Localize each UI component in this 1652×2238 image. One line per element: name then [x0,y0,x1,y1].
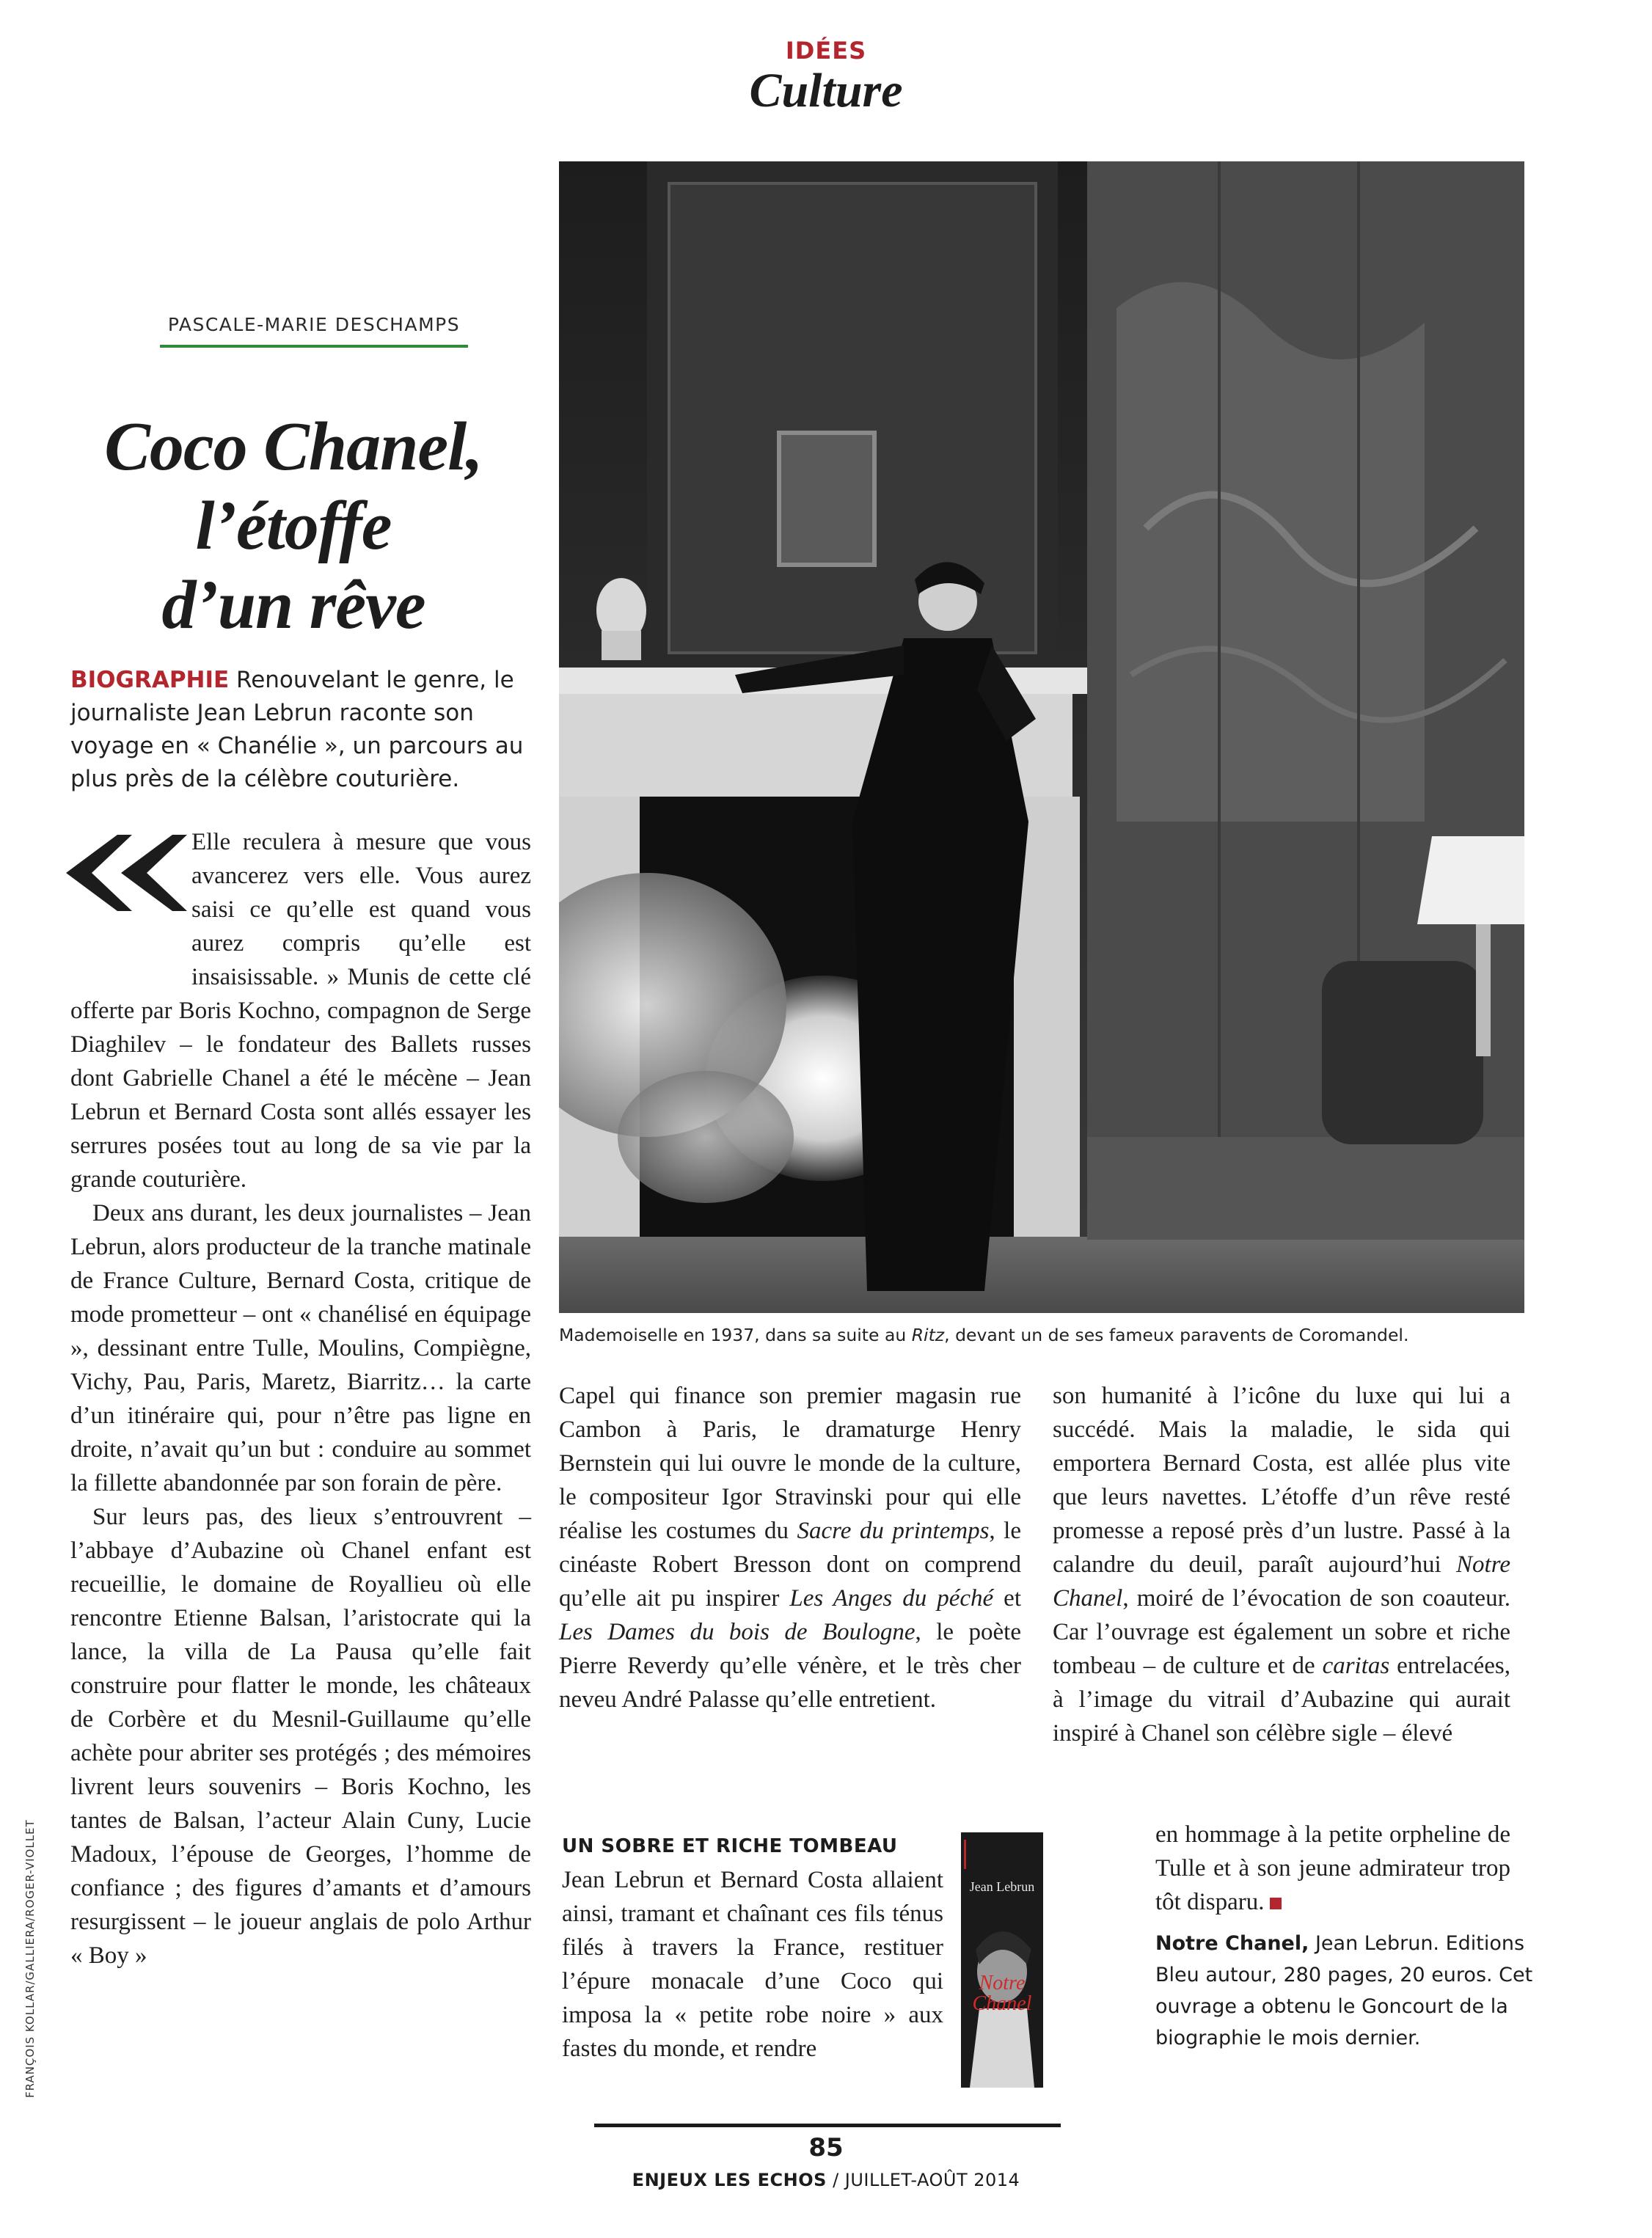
publication-name: ENJEUX LES ECHOS [632,2170,827,2190]
publication-date: / JUILLET-AOÛT 2014 [826,2170,1020,2190]
headline-line-1: Coco Chanel, [104,409,483,485]
article-photo [559,161,1524,1313]
lede-kicker: BIOGRAPHIE [70,667,230,693]
photo-credit: FRANÇOIS KOLLAR/GALLIERA/ROGER-VIOLLET [23,1819,37,2098]
book-info [1155,1928,1566,2054]
lede [70,664,525,796]
article-column-3 [1053,1379,1510,1750]
caption-italic: Ritz [911,1325,945,1345]
book-info-details: Jean Lebrun. Editions Bleu autour, 280 pages, 20 euros. Cet ouvrage a obtenu le Goncourt de la biographie le mois dernier. [1155,1932,1533,2049]
caption-text-1: Mademoiselle en 1937, dans sa suite au [559,1325,912,1345]
col2-paragraph-2: Jean Lebrun et Bernard Costa allaient ainsi, tramant et chaînant ces fils ténus filés à travers la France, restituer l’épure monacale d’une Coco qui imposa la « petite robe noire » aux fastes du monde, et rendre [562,1867,943,2062]
headline-line-2: l’étoffe [195,488,392,564]
col2-paragraph-1: Capel qui finance son premier magasin rue Cambon à Paris, le dramaturge Henry Bernstein qui lui ouvre le monde de la culture, le compositeur Igor Stravinski pour qui elle réalise les costumes du Sacre du printemps, le cinéaste Robert Bresson dont on comprend qu’elle ait pu inspirer Les Anges du péché et Les Dames du bois de Boulogne, le poète Pierre Reverdy qu’elle vénère, et le très cher neveu André Palasse qu’elle entretient. [559,1383,1021,1713]
headline [73,407,513,645]
col1-paragraph-2: Deux ans durant, les deux journalistes – Jean Lebrun, alors producteur de la tranche matinale de France Culture, Bernard Costa, critique de mode prometteur – ont « chanélisé en équipage », dessinant entre Tulle, Moulins, Compiègne, Vichy, Pau, Paris, Maretz, Biarritz… la carte d’un itinéraire qui, pour n’être pas ligne en droite, n’avait qu’un but : conduire au sommet la fillette abandonnée par son forain de père. [70,1200,531,1496]
col3-paragraph-1: son humanité à l’icône du luxe qui lui a succédé. Mais la maladie, le sida qui emportera Bernard Costa, est allée plus vite que leurs navettes. L’étoffe d’un rêve resté promesse a reposé près d’un lustre. Passé à la calandre du deuil, paraît aujourd’hui Notre Chanel, moiré de l’évocation de son coauteur. Car l’ouvrage est également un sobre et riche tombeau – de culture et de caritas entrelacées, à l’image du vitrail d’Aubazine qui aurait inspiré à Chanel son célèbre sigle – élevé [1053,1383,1510,1747]
book-info-title: Notre Chanel, [1155,1932,1309,1955]
book-cover-title: Notre Chanel [972,1972,1032,2015]
end-mark-icon [1270,1898,1282,1909]
footer-publication [0,2170,1652,2190]
col3-paragraph-end: en hommage à la petite orpheline de Tulle et à son jeune admirateur trop tôt disparu. [1155,1821,1510,1915]
article-column-2 [559,1379,1021,1716]
article-column-1 [70,825,531,1972]
lede-text: Renouvelant le genre, le journaliste Jean Lebrun raconte son voyage en « Chanélie », un parcours au plus près de la célèbre couturière. [70,667,524,792]
book-cover-image [961,1832,1043,2088]
quote-spacer [70,825,191,981]
article-column-3-end [1155,1818,1510,1919]
photo-chanel-ritz-illustration [559,161,1524,1313]
author-rule [160,345,468,348]
section-kicker: IDÉES [785,37,867,65]
col1-paragraph-3: Sur leurs pas, des lieux s’entrouvrent – l’abbaye d’Aubazine où Chanel enfant est recueillie, le domaine de Royallieu où elle rencontre Etienne Balsan, l’aristocrate qui la lance, la villa de La Pausa qu’elle fait construire pour flatter le monde, les châteaux de Corbère et du Mesnil-Guillaume qu’elle achète pour abriter ses protégés ; des mémoires livrent leurs souvenirs – Boris Kochno, les tantes de Balsan, l’acteur Alain Cuny, Lucie Madoux, l’épouse de Georges, l’homme de confiance ; des figures d’amants et d’amours resurgissent – le joueur anglais de polo Arthur « Boy » [70,1504,531,1969]
col1-paragraph-1: Elle reculera à mesure que vous avancerez vers elle. Vous aurez saisi ce qu’elle est quand vous aurez compris qu’elle est insaisissable. » Munis de cette clé offerte par Boris Kochno, compagnon de Serge Diaghilev – le fondateur des Ballets russes dont Gabrielle Chanel a été le mécène – Jean Lebrun et Bernard Costa sont allés essayer les serrures posées tout au long de sa vie par la grande couturière. [70,829,531,1193]
footer-rule [594,2124,1061,2127]
book-cover-author: Jean Lebrun [969,1879,1035,1894]
author-byline: PASCALE-MARIE DESCHAMPS [167,314,461,335]
book-cover-illustration [961,1832,1043,2088]
photo-caption [559,1325,1586,1345]
page-number: 85 [808,2133,844,2162]
section-title: Culture [749,64,903,117]
subheading: UN SOBRE ET RICHE TOMBEAU [562,1835,898,1857]
headline-line-3: d’un rêve [161,567,425,643]
caption-text-2: , devant un de ses fameux paravents de Coromandel. [944,1325,1409,1345]
article-column-2-continued [562,1863,943,2066]
